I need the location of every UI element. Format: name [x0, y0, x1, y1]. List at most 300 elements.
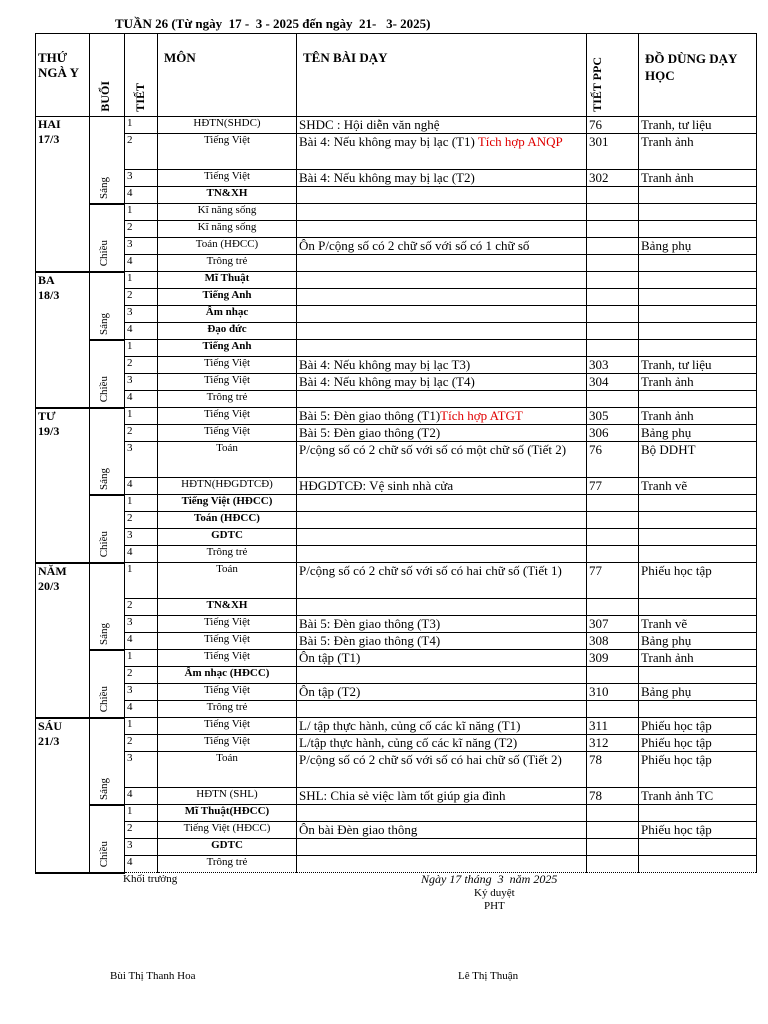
footer-approve-role: PHT [484, 900, 505, 912]
lesson-title: Bài 4: Nếu không may bị lạc (T2) [299, 170, 475, 185]
subject-cell: Tiếng Việt [158, 633, 297, 650]
day-date: 17/3 [38, 132, 60, 146]
schedule-row [36, 822, 757, 839]
day-cell [36, 718, 90, 873]
session-cell [90, 495, 125, 563]
session-label: Chiều [98, 841, 110, 868]
schedule-row [36, 546, 757, 563]
lesson-cell [297, 408, 587, 425]
day-date: 19/3 [38, 423, 60, 438]
ppct-cell: 76 [587, 442, 639, 478]
period-number: 1 [125, 408, 158, 425]
period-number: 2 [125, 599, 158, 616]
lesson-cell [297, 805, 587, 822]
header-tiet: TIẾT [125, 34, 158, 117]
lesson-title: Ôn tập (T1) [299, 650, 361, 665]
period-number: 3 [125, 529, 158, 546]
schedule-row [36, 650, 757, 667]
ppct-cell [587, 187, 639, 204]
materials-cell [639, 805, 757, 822]
lesson-cell [297, 718, 587, 735]
day-name: HAI [38, 117, 61, 131]
day-name: TƯ [38, 408, 56, 423]
schedule-body [36, 117, 757, 873]
materials-cell [639, 272, 757, 289]
materials-cell [639, 187, 757, 204]
footer-left-role: Khối trưởng [123, 873, 178, 885]
materials-cell [639, 221, 757, 238]
subject-cell: Trông trẻ [158, 391, 297, 408]
lesson-title: Ôn tập (T2) [299, 684, 361, 699]
lesson-cell [297, 204, 587, 221]
lesson-cell [297, 616, 587, 633]
ppct-cell [587, 512, 639, 529]
ppct-cell: 309 [587, 650, 639, 667]
subject-cell: TN&XH [158, 187, 297, 204]
materials-cell [639, 204, 757, 221]
subject-cell: Trông trẻ [158, 701, 297, 718]
ppct-cell [587, 272, 639, 289]
materials-cell [639, 529, 757, 546]
schedule-row [36, 238, 757, 255]
lesson-title: HĐGDTCĐ: Vệ sinh nhà cửa [299, 478, 454, 493]
period-number: 2 [125, 822, 158, 839]
schedule-row [36, 357, 757, 374]
period-number: 1 [125, 117, 158, 134]
lesson-title: P/cộng số có 2 chữ số với số có hai chữ số (Tiết 2) [299, 752, 562, 767]
materials-cell: Phiếu học tập [639, 752, 757, 788]
subject-cell: Trông trẻ [158, 546, 297, 563]
ppct-cell: 302 [587, 170, 639, 187]
schedule-row [36, 204, 757, 221]
lesson-cell [297, 512, 587, 529]
lesson-title: Ôn bài Đèn giao thông [299, 822, 418, 837]
lesson-title: Ôn P/cộng số có 2 chữ số với số có 1 chữ số [299, 238, 530, 253]
ppct-cell [587, 495, 639, 512]
materials-cell [639, 667, 757, 684]
period-number: 3 [125, 170, 158, 187]
session-cell [90, 650, 125, 718]
materials-cell: Tranh ảnh [639, 650, 757, 667]
lesson-cell [297, 357, 587, 374]
period-number: 2 [125, 357, 158, 374]
header-do-dung: ĐỒ DÙNG DẠY HỌC [639, 34, 757, 117]
lesson-cell [297, 391, 587, 408]
schedule-row [36, 306, 757, 323]
ppct-cell [587, 289, 639, 306]
subject-cell: Âm nhạc [158, 306, 297, 323]
session-label: Sáng [98, 467, 110, 490]
lesson-integration-note: Tích hợp ANQP [477, 134, 563, 149]
materials-cell [639, 701, 757, 718]
day-date: 20/3 [38, 578, 60, 593]
lesson-cell [297, 822, 587, 839]
period-number: 1 [125, 650, 158, 667]
period-number: 2 [125, 221, 158, 238]
period-number: 1 [125, 563, 158, 599]
period-number: 4 [125, 478, 158, 495]
lesson-cell [297, 323, 587, 340]
subject-cell: Mĩ Thuật [158, 272, 297, 289]
lesson-cell [297, 701, 587, 718]
subject-cell: Tiếng Việt [158, 735, 297, 752]
subject-cell: Đạo đức [158, 323, 297, 340]
lesson-cell [297, 599, 587, 616]
ppct-cell: 311 [587, 718, 639, 735]
lesson-title: L/ tập thực hành, củng cố các kĩ năng (T1) [299, 718, 521, 733]
ppct-cell: 77 [587, 563, 639, 599]
ppct-cell [587, 667, 639, 684]
session-cell [90, 408, 125, 495]
subject-cell: Tiếng Việt [158, 684, 297, 701]
materials-cell: Phiếu học tập [639, 563, 757, 599]
subject-cell: Tiếng Việt [158, 374, 297, 391]
period-number: 3 [125, 442, 158, 478]
ppct-cell [587, 340, 639, 357]
subject-cell: Kĩ năng sống [158, 221, 297, 238]
period-number: 4 [125, 323, 158, 340]
ppct-cell [587, 306, 639, 323]
subject-cell: GDTC [158, 529, 297, 546]
header-row [36, 34, 757, 117]
day-cell [36, 563, 90, 718]
ppct-cell: 307 [587, 616, 639, 633]
period-number: 1 [125, 805, 158, 822]
subject-cell: Tiếng Việt [158, 408, 297, 425]
schedule-row [36, 633, 757, 650]
materials-cell [639, 255, 757, 272]
materials-cell: Tranh ảnh [639, 408, 757, 425]
ppct-cell: 76 [587, 117, 639, 134]
materials-cell: Tranh ảnh [639, 374, 757, 391]
period-number: 4 [125, 255, 158, 272]
lesson-title: P/cộng số có 2 chữ số với số có một chữ số (Tiết 2) [299, 442, 567, 457]
session-label: Chiều [98, 376, 110, 403]
subject-cell: Tiếng Việt [158, 718, 297, 735]
lesson-cell [297, 255, 587, 272]
lesson-cell [297, 546, 587, 563]
lesson-title: Bài 4: Nếu không may bị lạc (T4) [299, 374, 475, 389]
ppct-cell [587, 323, 639, 340]
ppct-cell: 306 [587, 425, 639, 442]
ppct-cell [587, 805, 639, 822]
subject-cell: Mĩ Thuật(HĐCC) [158, 805, 297, 822]
lesson-title: Bài 5: Đèn giao thông (T1) [299, 408, 441, 423]
lesson-cell [297, 238, 587, 255]
lesson-title: SHDC : Hội diễn văn nghệ [299, 117, 440, 132]
header-mon: MÔN [158, 34, 297, 117]
materials-cell: Phiếu học tập [639, 822, 757, 839]
header-thu: THỨ NGÀ Y [36, 34, 90, 117]
schedule-row [36, 839, 757, 856]
day-date: 18/3 [38, 287, 60, 302]
session-cell [90, 117, 125, 204]
footer-right-name: Lê Thị Thuận [458, 970, 519, 982]
ppct-cell [587, 221, 639, 238]
footer-date: Ngày 17 tháng 3 năm 2025 [421, 872, 558, 886]
schedule-row [36, 718, 757, 735]
subject-cell: Toán (HĐCC) [158, 512, 297, 529]
schedule-row [36, 134, 757, 170]
session-label: Sáng [98, 176, 110, 199]
period-number: 2 [125, 289, 158, 306]
materials-cell: Bộ DDHT [639, 442, 757, 478]
session-label: Sáng [98, 777, 110, 800]
ppct-cell: 305 [587, 408, 639, 425]
ppct-cell [587, 822, 639, 839]
ppct-cell: 312 [587, 735, 639, 752]
footer-left-name: Bùi Thị Thanh Hoa [110, 970, 196, 982]
subject-cell: GDTC [158, 839, 297, 856]
lesson-cell [297, 684, 587, 701]
period-number: 2 [125, 735, 158, 752]
schedule-row [36, 408, 757, 425]
period-number: 1 [125, 272, 158, 289]
lesson-cell [297, 752, 587, 788]
subject-cell: Tiếng Việt [158, 357, 297, 374]
materials-cell [639, 289, 757, 306]
ppct-cell: 304 [587, 374, 639, 391]
lesson-title: L/tập thực hành, củng cố các kĩ năng (T2) [299, 735, 518, 750]
schedule-row [36, 255, 757, 272]
schedule-row [36, 599, 757, 616]
session-cell [90, 204, 125, 272]
subject-cell: HĐTN(HĐGDTCĐ) [158, 478, 297, 495]
subject-cell: Toán [158, 752, 297, 788]
materials-cell: Bảng phụ [639, 633, 757, 650]
materials-cell: Tranh vẽ [639, 478, 757, 495]
period-number: 3 [125, 752, 158, 788]
subject-cell: Tiếng Việt [158, 425, 297, 442]
lesson-cell [297, 735, 587, 752]
subject-cell: Trông trẻ [158, 856, 297, 873]
lesson-cell [297, 272, 587, 289]
period-number: 1 [125, 718, 158, 735]
schedule-row [36, 856, 757, 873]
schedule-row [36, 374, 757, 391]
period-number: 4 [125, 391, 158, 408]
schedule-table [35, 33, 757, 874]
lesson-integration-note: Tích hợp ATGT [440, 408, 523, 423]
materials-cell [639, 391, 757, 408]
subject-cell: Toán [158, 442, 297, 478]
materials-cell: Phiếu học tập [639, 718, 757, 735]
ppct-cell [587, 391, 639, 408]
materials-cell: Tranh ảnh TC [639, 788, 757, 805]
ppct-cell: 78 [587, 752, 639, 788]
lesson-title: Bài 5: Đèn giao thông (T3) [299, 616, 441, 631]
materials-cell [639, 546, 757, 563]
period-number: 4 [125, 187, 158, 204]
materials-cell: Tranh, tư liệu [639, 117, 757, 134]
subject-cell: Tiếng Việt [158, 170, 297, 187]
session-cell [90, 340, 125, 408]
schedule-row [36, 752, 757, 788]
day-name: NĂM [38, 563, 67, 578]
period-number: 1 [125, 340, 158, 357]
subject-cell: HĐTN(SHDC) [158, 117, 297, 134]
period-number: 2 [125, 512, 158, 529]
lesson-title: P/cộng số có 2 chữ số với số có hai chữ số (Tiết 1) [299, 563, 562, 578]
materials-cell: Tranh vẽ [639, 616, 757, 633]
session-label: Chiều [98, 240, 110, 267]
session-cell [90, 805, 125, 873]
schedule-row [36, 805, 757, 822]
lesson-cell [297, 650, 587, 667]
subject-cell: Tiếng Việt (HĐCC) [158, 495, 297, 512]
lesson-cell [297, 495, 587, 512]
session-label: Chiều [98, 531, 110, 558]
materials-cell [639, 323, 757, 340]
schedule-row [36, 117, 757, 134]
lesson-cell [297, 856, 587, 873]
schedule-row [36, 667, 757, 684]
period-number: 1 [125, 495, 158, 512]
materials-cell [639, 599, 757, 616]
page-title: TUẦN 26 (Từ ngày 17 - 3 - 2025 đến ngày 21- 3- 2025) [115, 16, 431, 31]
ppct-cell [587, 856, 639, 873]
subject-cell: Toán [158, 563, 297, 599]
lesson-cell [297, 117, 587, 134]
schedule-row [36, 323, 757, 340]
subject-cell: Tiếng Việt [158, 616, 297, 633]
ppct-cell: 303 [587, 357, 639, 374]
materials-cell: Tranh, tư liệu [639, 357, 757, 374]
subject-cell: Kĩ năng sống [158, 204, 297, 221]
ppct-cell: 310 [587, 684, 639, 701]
ppct-cell: 308 [587, 633, 639, 650]
schedule-row [36, 391, 757, 408]
materials-cell: Bảng phụ [639, 684, 757, 701]
lesson-cell [297, 187, 587, 204]
schedule-row [36, 340, 757, 357]
ppct-cell [587, 204, 639, 221]
lesson-cell [297, 425, 587, 442]
lesson-cell [297, 633, 587, 650]
materials-cell [639, 340, 757, 357]
lesson-title: Bài 5: Đèn giao thông (T2) [299, 425, 441, 440]
materials-cell: Bảng phụ [639, 238, 757, 255]
lesson-cell [297, 374, 587, 391]
lesson-title: Bài 4: Nếu không may bị lạc T3) [299, 357, 471, 372]
lesson-cell [297, 788, 587, 805]
day-cell [36, 272, 90, 408]
subject-cell: HĐTN (SHL) [158, 788, 297, 805]
schedule-row [36, 478, 757, 495]
ppct-cell [587, 529, 639, 546]
footer-approve: Ký duyệt [474, 887, 515, 899]
materials-cell [639, 856, 757, 873]
lesson-cell [297, 289, 587, 306]
materials-cell [639, 306, 757, 323]
schedule-row [36, 788, 757, 805]
subject-cell: Âm nhạc (HĐCC) [158, 667, 297, 684]
schedule-row [36, 563, 757, 599]
subject-cell: Tiếng Việt [158, 650, 297, 667]
schedule-row [36, 684, 757, 701]
period-number: 4 [125, 788, 158, 805]
header-ppct: TIẾT PPC [587, 34, 639, 117]
schedule-row [36, 616, 757, 633]
lesson-cell [297, 839, 587, 856]
schedule-row [36, 289, 757, 306]
lesson-title: SHL: Chia sẻ việc làm tốt giúp gia đình [299, 788, 506, 803]
period-number: 3 [125, 238, 158, 255]
ppct-cell [587, 701, 639, 718]
schedule-row [36, 272, 757, 289]
schedule-row [36, 529, 757, 546]
day-date: 21/3 [38, 733, 60, 748]
period-number: 3 [125, 306, 158, 323]
lesson-cell [297, 306, 587, 323]
subject-cell: Tiếng Việt [158, 134, 297, 170]
materials-cell: Bảng phụ [639, 425, 757, 442]
schedule-row [36, 735, 757, 752]
materials-cell: Tranh ảnh [639, 134, 757, 170]
period-number: 4 [125, 633, 158, 650]
materials-cell [639, 839, 757, 856]
materials-cell [639, 495, 757, 512]
schedule-row [36, 495, 757, 512]
period-number: 3 [125, 616, 158, 633]
lesson-cell [297, 478, 587, 495]
period-number: 3 [125, 374, 158, 391]
subject-cell: Tiếng Anh [158, 340, 297, 357]
subject-cell: Tiếng Anh [158, 289, 297, 306]
subject-cell: Tiếng Việt (HĐCC) [158, 822, 297, 839]
period-number: 2 [125, 667, 158, 684]
day-name: BA [38, 272, 55, 287]
schedule-row [36, 701, 757, 718]
ppct-cell: 77 [587, 478, 639, 495]
schedule-row [36, 512, 757, 529]
period-number: 3 [125, 839, 158, 856]
session-label: Chiều [98, 686, 110, 713]
period-number: 1 [125, 204, 158, 221]
period-number: 2 [125, 134, 158, 170]
lesson-cell [297, 340, 587, 357]
lesson-cell [297, 442, 587, 478]
session-cell [90, 563, 125, 650]
session-label: Sáng [98, 622, 110, 645]
period-number: 4 [125, 546, 158, 563]
subject-cell: Trông trẻ [158, 255, 297, 272]
lesson-cell [297, 529, 587, 546]
day-cell [36, 408, 90, 563]
header-ten-bai: TÊN BÀI DẠY [297, 34, 587, 117]
ppct-cell: 78 [587, 788, 639, 805]
schedule-row [36, 442, 757, 478]
lesson-title: Bài 5: Đèn giao thông (T4) [299, 633, 441, 648]
schedule-row [36, 170, 757, 187]
schedule-row [36, 187, 757, 204]
lesson-cell [297, 134, 587, 170]
schedule-row [36, 221, 757, 238]
lesson-cell [297, 667, 587, 684]
lesson-cell [297, 170, 587, 187]
ppct-cell [587, 255, 639, 272]
materials-cell [639, 512, 757, 529]
header-buoi: BUỔI [90, 34, 125, 117]
ppct-cell [587, 839, 639, 856]
day-name: SÁU [38, 718, 63, 733]
period-number: 4 [125, 856, 158, 873]
schedule-row [36, 425, 757, 442]
period-number: 3 [125, 684, 158, 701]
materials-cell: Phiếu học tập [639, 735, 757, 752]
ppct-cell [587, 546, 639, 563]
lesson-title: Bài 4: Nếu không may bị lạc (T1) [299, 134, 478, 149]
